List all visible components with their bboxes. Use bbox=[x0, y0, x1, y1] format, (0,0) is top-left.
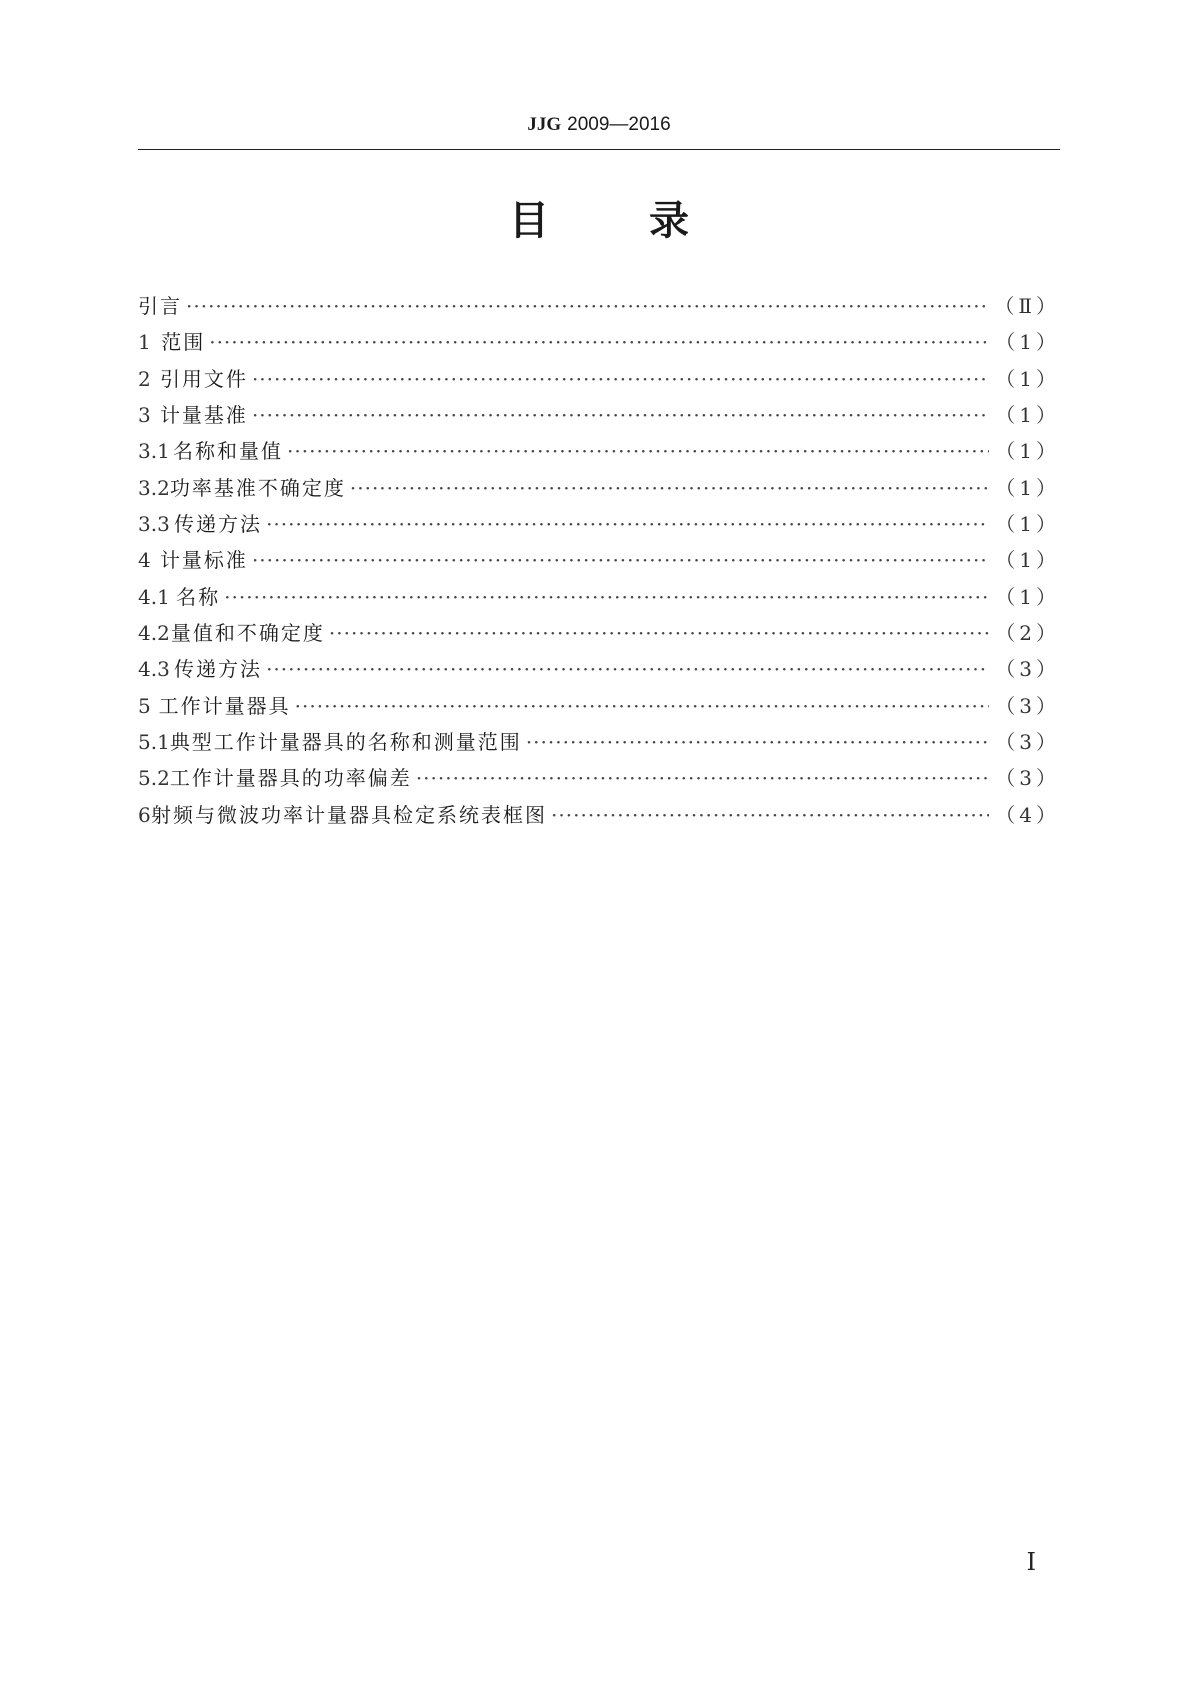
toc-leader-dots bbox=[526, 724, 989, 760]
toc-entry-title: 名称和量值 bbox=[173, 439, 284, 464]
toc-entry[interactable] bbox=[138, 579, 1060, 615]
toc-entry-title: 功率基准不确定度 bbox=[169, 475, 346, 500]
toc-entry-number: 2 bbox=[138, 366, 151, 391]
toc-entry[interactable] bbox=[138, 797, 1060, 833]
toc-entry[interactable] bbox=[138, 470, 1060, 506]
toc-entry[interactable] bbox=[138, 760, 1060, 796]
toc-leader-dots bbox=[350, 470, 989, 506]
toc-entry-page: （1） bbox=[995, 403, 1060, 428]
toc-entry-page: （1） bbox=[995, 548, 1060, 573]
toc-entry-page: （1） bbox=[995, 439, 1060, 464]
toc-entry-title: 计量基准 bbox=[159, 403, 248, 428]
toc-leader-dots bbox=[252, 397, 989, 433]
toc-entry[interactable] bbox=[138, 397, 1060, 433]
toc-entry[interactable] bbox=[138, 361, 1060, 397]
toc-leader-dots bbox=[329, 615, 989, 651]
toc-entry-page: （3） bbox=[995, 657, 1060, 682]
toc-leader-dots bbox=[252, 542, 989, 578]
table-of-contents bbox=[138, 288, 1060, 833]
toc-entry-title: 典型工作计量器具的名称和测量范围 bbox=[169, 730, 522, 755]
toc-entry-title: 工作计量器具的功率偏差 bbox=[169, 766, 412, 791]
toc-entry-page: （1） bbox=[995, 330, 1060, 355]
toc-entry[interactable] bbox=[138, 615, 1060, 651]
toc-entry-title: 传递方法 bbox=[174, 512, 263, 537]
toc-entry-page: （3） bbox=[995, 693, 1060, 718]
toc-entry-number: 6 bbox=[138, 802, 151, 827]
toc-leader-dots bbox=[266, 651, 989, 687]
toc-entry-title: 量值和不确定度 bbox=[170, 621, 325, 646]
toc-entry-number: 3 bbox=[138, 403, 151, 428]
toc-entry-page: （1） bbox=[995, 475, 1060, 500]
toc-leader-dots bbox=[287, 433, 989, 469]
toc-leader-dots bbox=[551, 797, 989, 833]
toc-entry-title: 引言 bbox=[138, 294, 182, 318]
toc-entry-page: （4） bbox=[995, 802, 1060, 827]
toc-entry[interactable] bbox=[138, 288, 1060, 324]
toc-entry-number: 3.3 bbox=[138, 512, 170, 537]
toc-leader-dots bbox=[266, 506, 989, 542]
standard-number: 2009—2016 bbox=[567, 114, 671, 135]
toc-entry-number: 3.1 bbox=[138, 439, 170, 464]
toc-entry-number: 4 bbox=[138, 548, 151, 573]
toc-entry[interactable] bbox=[138, 542, 1060, 578]
toc-entry[interactable] bbox=[138, 724, 1060, 760]
toc-entry[interactable] bbox=[138, 688, 1060, 724]
running-header bbox=[138, 112, 1060, 137]
toc-entry-title: 名称 bbox=[176, 584, 221, 609]
standard-code: JJG bbox=[527, 114, 562, 135]
toc-entry[interactable] bbox=[138, 324, 1060, 360]
page-title bbox=[138, 196, 1060, 246]
toc-entry-page: （Ⅱ） bbox=[994, 294, 1060, 318]
header-rule bbox=[138, 149, 1060, 150]
toc-entry-number: 4.3 bbox=[138, 657, 170, 682]
toc-entry-number: 1 bbox=[138, 330, 151, 355]
toc-entry-title: 范围 bbox=[161, 330, 206, 355]
toc-entry-number: 5.1 bbox=[138, 730, 170, 755]
toc-leader-dots bbox=[186, 288, 988, 324]
toc-entry-title: 射频与微波功率计量器具检定系统表框图 bbox=[151, 802, 548, 827]
toc-leader-dots bbox=[252, 361, 989, 397]
toc-entry-number: 4.1 bbox=[138, 584, 170, 609]
toc-entry-number: 5.2 bbox=[138, 766, 170, 791]
toc-leader-dots bbox=[224, 579, 989, 615]
title-char-1: 目 bbox=[509, 198, 549, 244]
toc-leader-dots bbox=[209, 324, 989, 360]
toc-entry[interactable] bbox=[138, 433, 1060, 469]
toc-entry-title: 计量标准 bbox=[159, 548, 248, 573]
toc-entry-title: 工作计量器具 bbox=[158, 693, 291, 718]
toc-entry-page: （1） bbox=[995, 512, 1060, 537]
toc-entry-title: 传递方法 bbox=[174, 657, 263, 682]
toc-entry-page: （1） bbox=[995, 366, 1060, 391]
toc-entry-number: 5 bbox=[138, 693, 151, 718]
toc-entry-title: 引用文件 bbox=[159, 366, 248, 391]
toc-leader-dots bbox=[416, 760, 989, 796]
toc-entry-page: （3） bbox=[995, 766, 1060, 791]
toc-leader-dots bbox=[295, 688, 990, 724]
page-number: Ⅰ bbox=[1026, 1548, 1036, 1576]
toc-entry-number: 4.2 bbox=[138, 621, 170, 646]
toc-entry-number: 3.2 bbox=[138, 475, 170, 500]
toc-entry-page: （2） bbox=[995, 621, 1060, 646]
toc-entry-page: （3） bbox=[995, 730, 1060, 755]
toc-entry[interactable] bbox=[138, 506, 1060, 542]
toc-entry[interactable] bbox=[138, 651, 1060, 687]
toc-entry-page: （1） bbox=[995, 584, 1060, 609]
title-char-2: 录 bbox=[649, 198, 689, 244]
